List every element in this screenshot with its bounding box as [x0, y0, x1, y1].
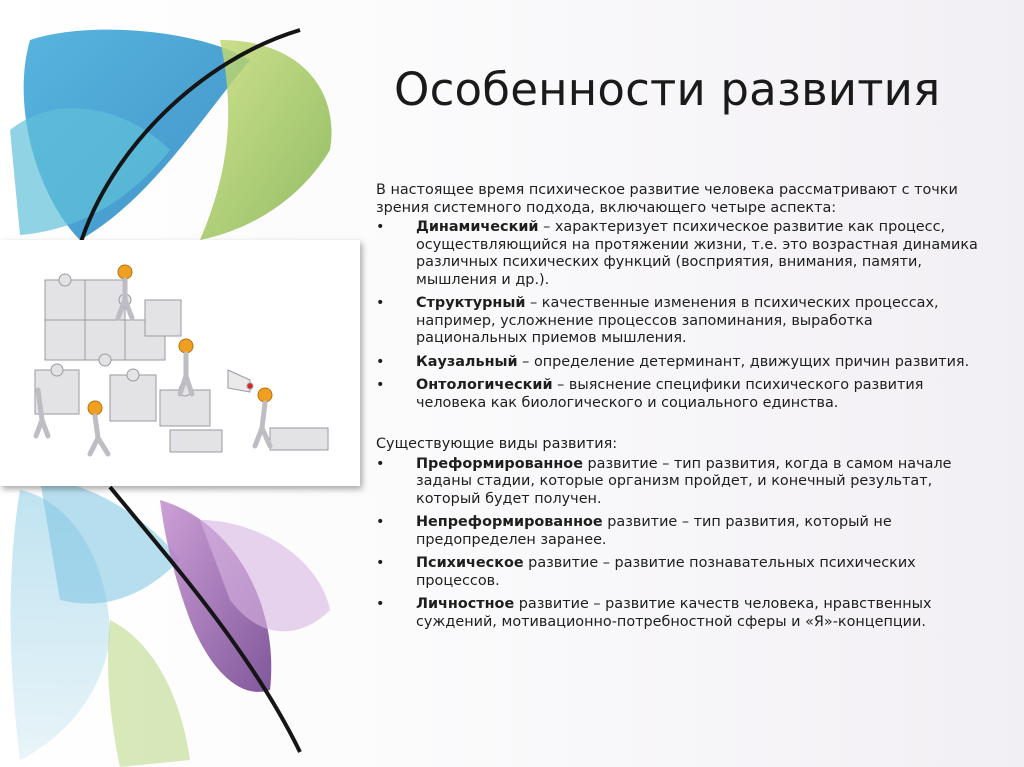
type-description: развитие – развитие познавательных психических процессов.	[416, 555, 916, 589]
type-term: Непреформированное	[416, 514, 603, 530]
type-term: Психическое	[416, 555, 524, 571]
aspect-term: Онтологический	[416, 377, 553, 393]
aspect-description: – характеризует психическое развитие как процесс, осуществляющийся на протяжении жизни, т.е. это возрастная динамика различных психических функций (восприятия, внимания, памяти, мышления и др.).	[416, 219, 978, 288]
puzzle-figures-illustration	[0, 240, 360, 486]
type-description: развитие – тип развития, который не предопределен заранее.	[416, 514, 892, 548]
list-item	[376, 514, 978, 549]
aspect-description: – качественные изменения в психических процессах, например, усложнение процессов запоминания, выработка рациональных приемов мышления.	[416, 295, 939, 346]
bullet-icon: •	[376, 455, 385, 472]
list-item	[376, 219, 978, 289]
type-description: развитие – тип развития, когда в самом начале заданы стадии, которые организм пройдет, и конечный результат, который будет получен.	[416, 455, 952, 507]
aspects-list	[376, 219, 978, 412]
bullet-icon: •	[376, 295, 385, 311]
feather-green-lower-shape	[108, 620, 190, 767]
aspect-description: – определение детерминант, движущих причин развития.	[517, 353, 970, 370]
list-item	[376, 354, 978, 372]
list-item	[376, 596, 978, 631]
types-heading: Существующие виды развития:	[376, 436, 618, 452]
list-item	[376, 377, 978, 412]
list-item	[376, 456, 978, 509]
list-item	[376, 555, 978, 590]
aspect-term: Динамический	[416, 219, 539, 235]
aspect-term: Структурный	[416, 295, 526, 311]
bullet-icon: •	[376, 353, 385, 370]
bullet-icon: •	[376, 514, 385, 530]
feather-blue-lower-shape	[40, 480, 180, 604]
aspect-description: – выяснение специфики психического развития человека как биологического и социального единства.	[416, 377, 924, 411]
types-list	[376, 456, 978, 632]
bullet-icon: •	[376, 555, 385, 571]
type-description: развитие – развитие качеств человека, нравственных суждений, мотивационно-потребностной сферы и «Я»-концепции.	[416, 596, 932, 630]
bullet-icon: •	[376, 596, 385, 612]
bullet-icon: •	[376, 377, 385, 393]
intro-text: В настоящее время психическое развитие человека рассматривают с точки зрения системного подхода, включающего четыре аспекта:	[376, 182, 958, 216]
aspect-term: Каузальный	[416, 353, 518, 370]
section-gap	[376, 418, 978, 436]
slide-body	[376, 182, 978, 637]
type-term: Преформированное	[416, 455, 583, 472]
slide-title: Особенности развития	[394, 63, 941, 116]
list-item	[376, 295, 978, 348]
bullet-icon: •	[376, 219, 385, 235]
type-term: Личностное	[416, 596, 515, 612]
megaphone-shape	[228, 370, 253, 392]
